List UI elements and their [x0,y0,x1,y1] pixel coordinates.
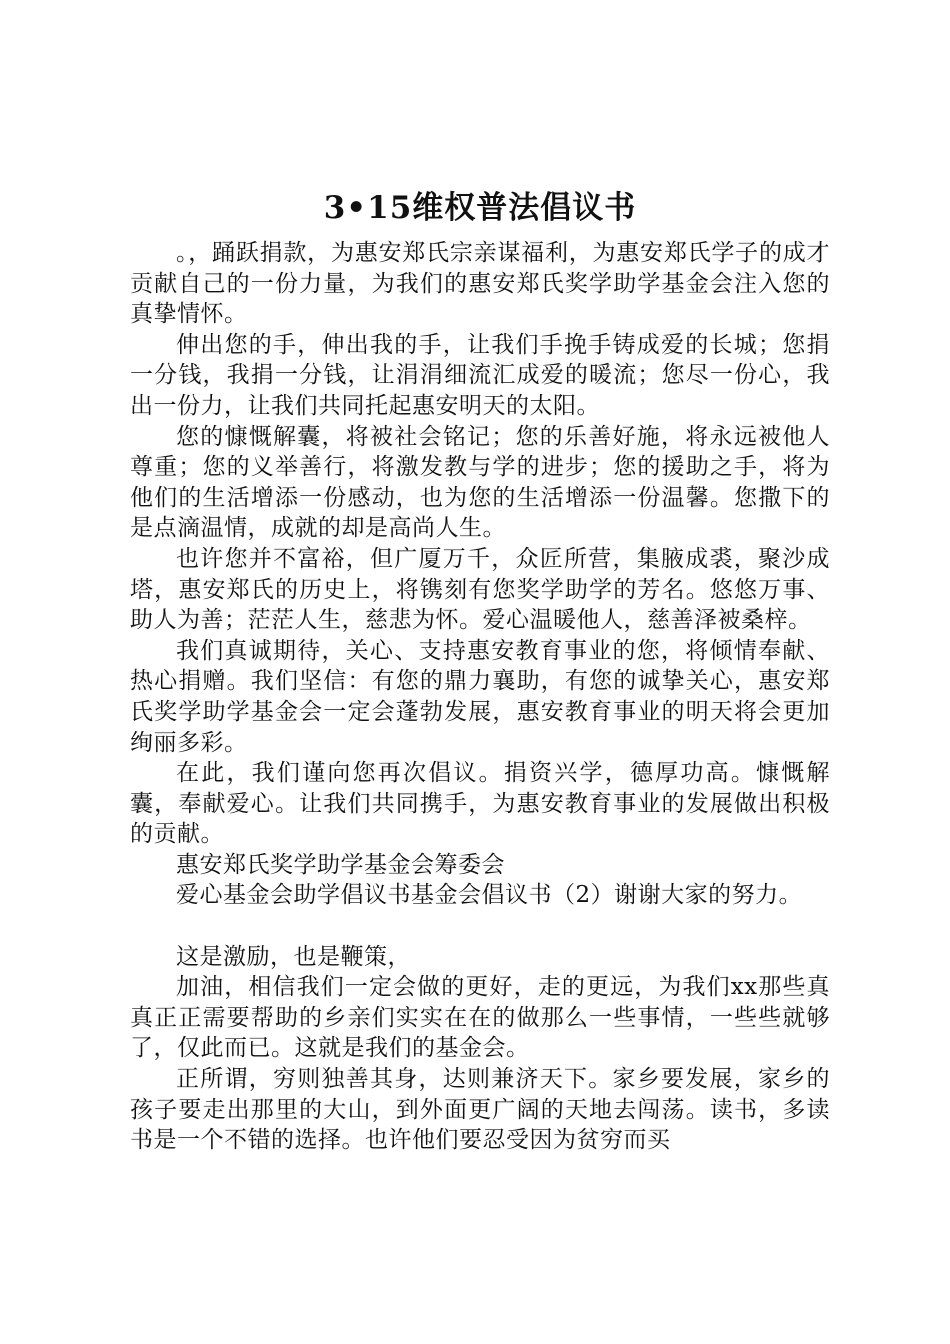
paragraph-5: 我们真诚期待，关心、支持惠安教育事业的您，将倾情奉献、热心捐赠。我们坚信：有您的鼎力襄助，有您的诚挚关心，惠安郑氏奖学助学基金会一定会蓬勃发展，惠安教育事业的明天将会更加绚丽多彩。 [130,637,830,756]
paragraph-9: 正所谓，穷则独善其身，达则兼济天下。家乡要发展，家乡的孩子要走出那里的大山，到外面更广阔的天地去闯荡。读书，多读书是一个不错的选择。也许他们要忍受因为贫穷而买 [130,1066,830,1154]
subtitle-line: 爱心基金会助学倡议书基金会倡议书（2）谢谢大家的努力。 [176,882,803,909]
paragraph-2: 伸出您的手，伸出我的手，让我们手挽手铸成爱的长城；您捐一分钱，我捐一分钱，让涓涓细流汇成爱的暖流；您尽一份心，我出一份力，让我们共同托起惠安明天的太阳。 [130,331,830,419]
document-title: 3•15维权普法倡议书 [323,190,637,226]
document-body [130,238,830,1156]
paragraph-4: 也许您并不富裕，但广厦万千，众匠所营，集腋成裘，聚沙成塔，惠安郑氏的历史上，将镌刻有您奖学助学的芳名。悠悠万事、助人为善；茫茫人生，慈悲为怀。爱心温暖他人，慈善泽被桑梓。 [130,545,830,634]
paragraph-1: 。，踊跃捐款，为惠安郑氏宗亲谋福利，为惠安郑氏学子的成才贡献自己的一份力量，为我们的惠安郑氏奖学助学基金会注入您的真挚情怀。 [130,240,830,328]
paragraph-7: 这是激励，也是鞭策， [176,943,411,970]
paragraph-6: 在此，我们谨向您再次倡议。捐资兴学，德厚功高。慷慨解囊，奉献爱心。让我们共同携手，为惠安教育事业的发展做出积极的贡献。 [130,760,830,848]
paragraph-3: 您的慷慨解囊，将被社会铭记；您的乐善好施，将永远被他人尊重；您的义举善行，将激发教与学的进步；您的援助之手，将为他们的生活增添一份感动，也为您的生活增添一份温馨。您撒下的是点滴温情，成就的却是高尚人生。 [130,423,830,542]
signature-line: 惠安郑氏奖学助学基金会筹委会 [176,851,505,878]
blank-line [130,911,830,942]
paragraph-8: 加油，相信我们一定会做的更好，走的更远，为我们xx那些真真正正需要帮助的乡亲们实实在在的做那么一些事情，一些些就够了，仅此而已。这就是我们的基金会。 [130,974,830,1062]
